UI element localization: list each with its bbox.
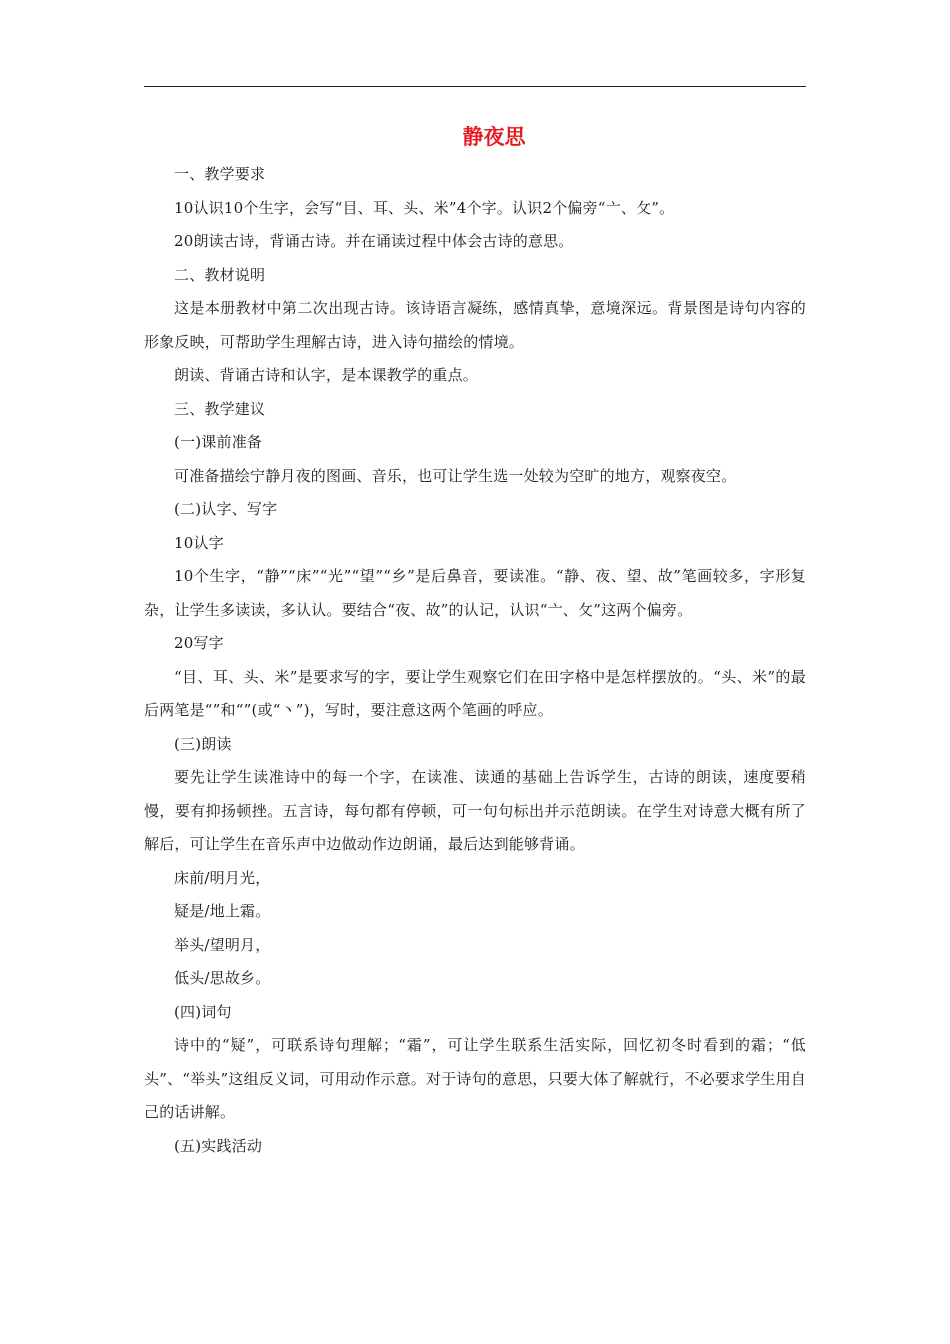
document-title: 静夜思 [462,124,526,149]
subsection-heading: 20写字 [174,634,224,652]
section-heading: 一、教学要求 [174,165,266,183]
subsection-heading: (一)课前准备 [174,433,263,451]
paragraph: 10个生字，“静”“床”“光”“望”“乡”是后鼻音，要读准。“静、夜、望、故”笔画较多，字形复杂，让学生多读读，多认认。要结合“夜、故”的认记，认识“亠、攵”这两个偏旁。 [144,567,806,619]
paragraph: 诗中的“疑”，可联系诗句理解；“霜”，可让学生联系生活实际，回忆初冬时看到的霜；“低头”、“举头”这组反义词，可用动作示意。对于诗句的意思，只要大体了解就行，不必要求学生用自己的话讲解。 [144,1036,807,1121]
paragraph: 朗读、背诵古诗和认字，是本课教学的重点。 [174,366,479,384]
poem-line: 床前/明月光， [174,868,271,887]
section-heading: 二、教材说明 [174,265,266,284]
document-body [144,158,806,1163]
subsection-heading: 10认字 [174,533,224,552]
paragraph: 可准备描绘宁静月夜的图画、音乐，也可让学生选一处较为空旷的地方，观察夜空。 [174,466,737,485]
paragraph: “目、耳、头、米”是要求写的字，要让学生观察它们在田字格中是怎样摆放的。“头、米”的最后两笔是“”和“”(或“丶”)，写时，要注意这两个笔画的呼应。 [144,667,806,719]
subsection-heading: (二)认字、写字 [174,500,278,518]
poem-line: 低头/思故乡。 [174,969,271,987]
subsection-heading: (三)朗读 [174,734,232,753]
paragraph: 20朗读古诗，背诵古诗。并在诵读过程中体会古诗的意思。 [174,232,574,250]
paragraph: 10认识10个生字，会写“目、耳、头、米”4个字。认识2个偏旁“亠、攵”。 [174,198,675,217]
poem-line: 举头/望明月， [174,935,271,954]
subsection-heading: (五)实践活动 [174,1136,263,1155]
paragraph: 这是本册教材中第二次出现古诗。该诗语言凝练，感情真挚，意境深远。背景图是诗句内容的形象反映，可帮助学生理解古诗，进入诗句描绘的情境。 [144,299,806,351]
poem-line: 疑是/地上霜。 [174,902,271,920]
header-rule [144,86,806,87]
subsection-heading: (四)词句 [174,1002,232,1021]
section-heading: 三、教学建议 [174,399,266,418]
paragraph: 要先让学生读准诗中的每一个字，在读准、读通的基础上告诉学生，古诗的朗读，速度要稍慢，要有抑扬顿挫。五言诗，每句都有停顿，可一句句标出并示范朗读。在学生对诗意大概有所了解后，可让学生在音乐声中边做动作边朗诵，最后达到能够背诵。 [144,768,806,853]
